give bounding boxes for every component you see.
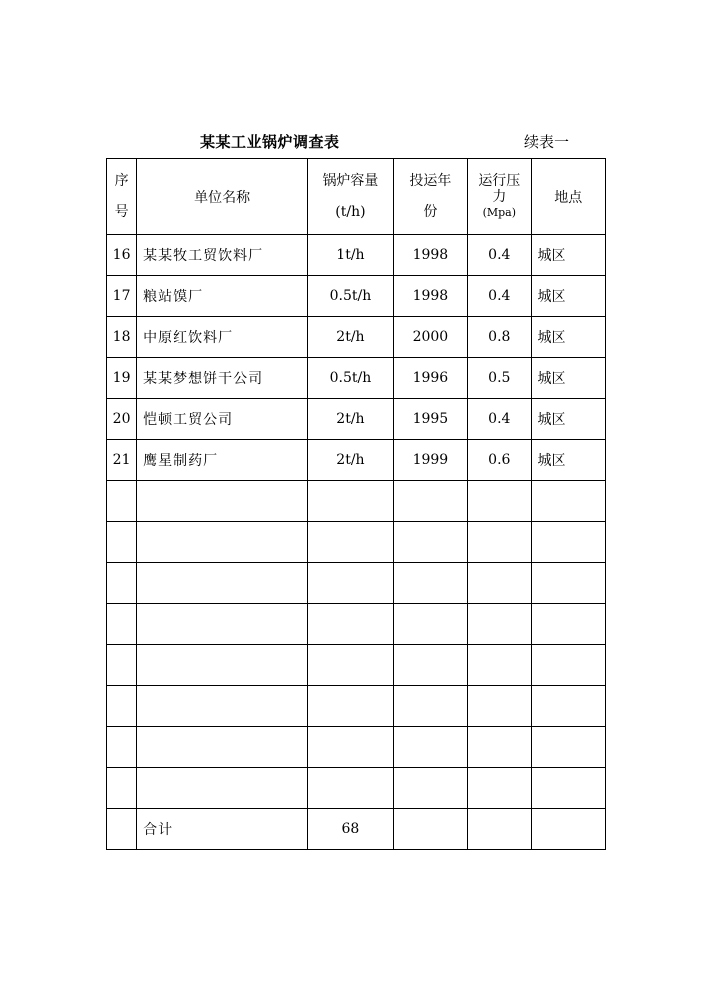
empty-cell — [468, 604, 531, 645]
cell-no: 19 — [107, 358, 137, 399]
empty-cell — [308, 768, 394, 809]
column-header-location-label: 地点 — [554, 189, 583, 206]
empty-cell — [393, 809, 467, 850]
empty-cell — [393, 645, 467, 686]
cell-name: 粮站馍厂 — [137, 276, 308, 317]
empty-cell — [107, 645, 137, 686]
empty-cell — [107, 604, 137, 645]
empty-cell — [468, 522, 531, 563]
empty-cell — [468, 481, 531, 522]
empty-cell — [308, 522, 394, 563]
empty-cell — [531, 727, 606, 768]
table-row — [107, 317, 606, 358]
empty-cell — [308, 604, 394, 645]
empty-cell — [468, 563, 531, 604]
empty-row — [107, 522, 606, 563]
table-header-row — [107, 159, 606, 235]
empty-cell — [531, 563, 606, 604]
empty-cell — [107, 727, 137, 768]
empty-cell — [393, 727, 467, 768]
empty-row — [107, 481, 606, 522]
column-header-year — [393, 159, 467, 235]
cell-name: 鹰星制药厂 — [137, 440, 308, 481]
column-header-pressure-unit: (Mpa) — [482, 206, 517, 220]
cell-year: 1999 — [393, 440, 467, 481]
empty-row — [107, 727, 606, 768]
cell-location: 城区 — [531, 235, 606, 276]
empty-row — [107, 563, 606, 604]
cell-capacity: 1t/h — [308, 235, 394, 276]
empty-cell — [137, 604, 308, 645]
empty-cell — [531, 645, 606, 686]
column-header-name — [137, 159, 308, 235]
column-header-no-line2: 号 — [114, 203, 129, 220]
empty-cell — [107, 809, 137, 850]
cell-capacity: 0.5t/h — [308, 358, 394, 399]
cell-name: 中原红饮料厂 — [137, 317, 308, 358]
cell-pressure: 0.8 — [468, 317, 531, 358]
empty-cell — [393, 604, 467, 645]
empty-cell — [137, 522, 308, 563]
column-header-capacity — [308, 159, 394, 235]
page-title: 某某工业锅炉调查表 — [200, 133, 340, 151]
empty-row — [107, 686, 606, 727]
table-row — [107, 358, 606, 399]
empty-cell — [531, 481, 606, 522]
column-header-capacity-line2: (t/h) — [335, 203, 366, 220]
empty-cell — [393, 481, 467, 522]
cell-year: 1998 — [393, 276, 467, 317]
cell-no: 16 — [107, 235, 137, 276]
column-header-year-line1: 投运年 — [409, 173, 452, 190]
empty-cell — [137, 686, 308, 727]
empty-cell — [137, 481, 308, 522]
cell-capacity: 2t/h — [308, 440, 394, 481]
cell-no: 17 — [107, 276, 137, 317]
cell-name: 某某牧工贸饮料厂 — [137, 235, 308, 276]
cell-no: 20 — [107, 399, 137, 440]
empty-cell — [531, 768, 606, 809]
column-header-pressure-line1: 运行压 — [478, 173, 521, 190]
table-row — [107, 235, 606, 276]
cell-pressure: 0.4 — [468, 235, 531, 276]
cell-name: 某某梦想饼干公司 — [137, 358, 308, 399]
table-row — [107, 276, 606, 317]
empty-cell — [531, 809, 606, 850]
cell-pressure: 0.5 — [468, 358, 531, 399]
empty-cell — [107, 768, 137, 809]
empty-row — [107, 604, 606, 645]
cell-capacity: 2t/h — [308, 399, 394, 440]
empty-cell — [137, 563, 308, 604]
empty-cell — [468, 809, 531, 850]
empty-cell — [308, 481, 394, 522]
empty-cell — [393, 563, 467, 604]
total-row — [107, 809, 606, 850]
empty-cell — [107, 481, 137, 522]
table-continuation-label: 续表一 — [524, 133, 570, 151]
empty-cell — [393, 522, 467, 563]
empty-cell — [107, 686, 137, 727]
cell-year: 1996 — [393, 358, 467, 399]
cell-pressure: 0.6 — [468, 440, 531, 481]
empty-cell — [468, 768, 531, 809]
cell-location: 城区 — [531, 399, 606, 440]
cell-location: 城区 — [531, 317, 606, 358]
cell-location: 城区 — [531, 358, 606, 399]
cell-pressure: 0.4 — [468, 399, 531, 440]
cell-location: 城区 — [531, 440, 606, 481]
table-row — [107, 399, 606, 440]
cell-capacity: 0.5t/h — [308, 276, 394, 317]
empty-cell — [107, 522, 137, 563]
empty-cell — [468, 727, 531, 768]
column-header-location — [531, 159, 606, 235]
empty-cell — [137, 727, 308, 768]
table-row — [107, 440, 606, 481]
cell-no: 18 — [107, 317, 137, 358]
empty-row — [107, 645, 606, 686]
cell-capacity: 2t/h — [308, 317, 394, 358]
boiler-survey-table — [106, 158, 606, 850]
empty-cell — [137, 768, 308, 809]
empty-cell — [531, 604, 606, 645]
column-header-no-line1: 序 — [114, 173, 129, 190]
total-label: 合计 — [137, 809, 308, 850]
column-header-pressure-line2: 力 — [492, 189, 507, 206]
empty-cell — [107, 563, 137, 604]
empty-cell — [308, 727, 394, 768]
total-capacity: 68 — [308, 809, 394, 850]
cell-year: 1998 — [393, 235, 467, 276]
empty-row — [107, 768, 606, 809]
empty-cell — [468, 686, 531, 727]
cell-year: 2000 — [393, 317, 467, 358]
empty-cell — [393, 768, 467, 809]
cell-year: 1995 — [393, 399, 467, 440]
empty-cell — [531, 522, 606, 563]
cell-pressure: 0.4 — [468, 276, 531, 317]
cell-name: 恺顿工贸公司 — [137, 399, 308, 440]
column-header-pressure — [468, 159, 531, 235]
empty-cell — [468, 645, 531, 686]
empty-cell — [308, 563, 394, 604]
column-header-no — [107, 159, 137, 235]
column-header-capacity-line1: 锅炉容量 — [322, 173, 379, 190]
empty-cell — [308, 645, 394, 686]
cell-location: 城区 — [531, 276, 606, 317]
empty-cell — [137, 645, 308, 686]
empty-cell — [393, 686, 467, 727]
cell-no: 21 — [107, 440, 137, 481]
column-header-year-line2: 份 — [423, 203, 438, 220]
column-header-name-label: 单位名称 — [194, 189, 251, 206]
empty-cell — [308, 686, 394, 727]
empty-cell — [531, 686, 606, 727]
